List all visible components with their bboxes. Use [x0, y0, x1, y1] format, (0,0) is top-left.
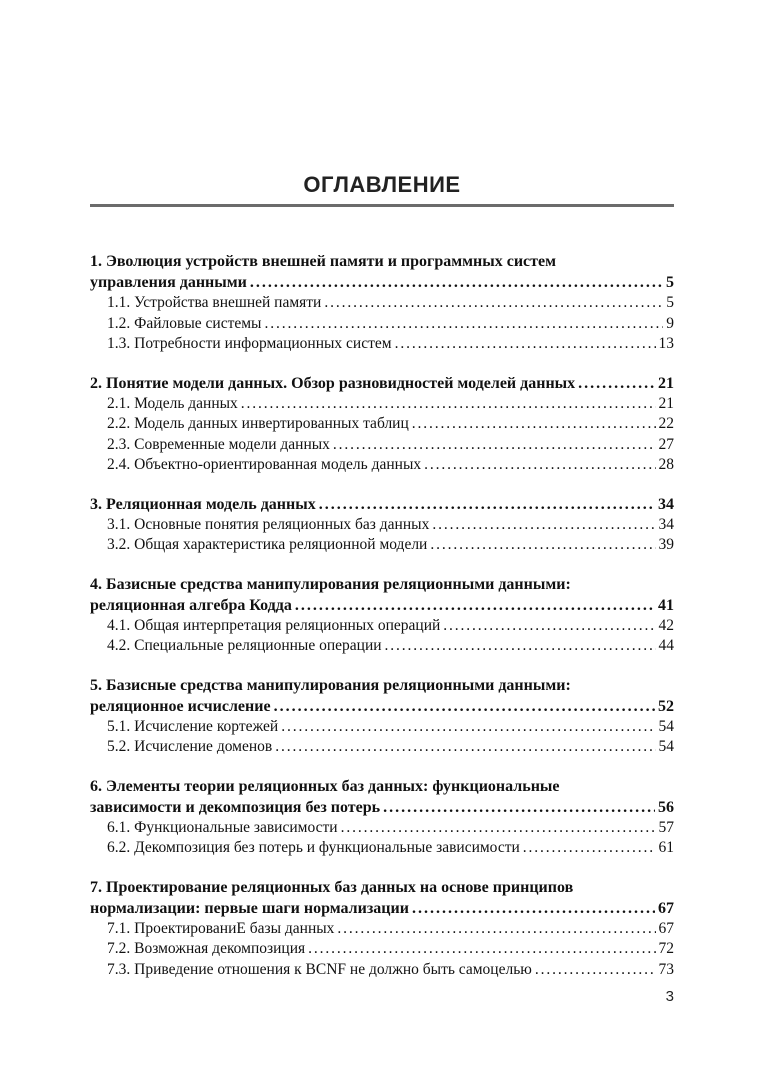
section-title-line: 5. Базисные средства манипулирования реляционными данными:	[90, 676, 571, 694]
toc-entry[interactable]	[90, 818, 674, 839]
entry-title: 6.2. Декомпозиция без потерь и функциональные зависимости	[107, 839, 520, 856]
toc-entry-chapter-7[interactable]	[90, 898, 674, 919]
dot-leader	[430, 535, 655, 556]
entry-page: 72	[658, 940, 674, 957]
toc-section-5	[90, 675, 674, 758]
toc-entry[interactable]	[90, 717, 674, 738]
toc-section-2	[90, 373, 674, 476]
entry-title: 2.1. Модель данных	[107, 394, 238, 412]
dot-leader	[281, 717, 655, 738]
toc-entry[interactable]	[90, 960, 674, 981]
entry-page: 9	[666, 314, 674, 332]
dot-leader	[432, 515, 655, 536]
dot-leader	[308, 939, 655, 960]
dot-leader	[443, 616, 655, 637]
toc-entry[interactable]	[90, 293, 674, 314]
entry-page: 28	[658, 456, 674, 473]
dot-leader	[383, 797, 655, 818]
toc-entry[interactable]	[90, 455, 674, 476]
toc-entry[interactable]	[90, 616, 674, 637]
toc-entry[interactable]	[90, 939, 674, 960]
entry-title: 2.4. Объектно-ориентированная модель данных	[107, 456, 422, 473]
section-title-line: 4. Базисные средства манипулирования реляционными данными:	[90, 575, 571, 593]
toc-entry[interactable]	[90, 535, 674, 556]
entry-title: 2. Понятие модели данных. Обзор разновидностей моделей данных	[90, 374, 576, 392]
entry-page: 41	[658, 596, 674, 614]
dot-leader	[395, 334, 656, 355]
toc-entry[interactable]	[90, 515, 674, 536]
entry-title: 3.2. Общая характеристика реляционной модели	[107, 536, 428, 553]
dot-leader	[341, 818, 656, 839]
toc-entry-chapter-2[interactable]	[90, 373, 674, 394]
dot-leader	[274, 696, 655, 717]
dot-leader	[241, 394, 656, 415]
dot-leader	[535, 960, 656, 981]
dot-leader	[578, 373, 655, 394]
entry-page: 22	[658, 415, 674, 432]
entry-title: 3.1. Основные понятия реляционных баз данных	[107, 515, 430, 533]
entry-title: 7.3. Приведение отношения к BCNF не должно быть самоцелью	[107, 960, 532, 978]
entry-page: 21	[658, 394, 674, 412]
entry-page: 39	[658, 536, 674, 553]
dot-leader	[385, 636, 656, 657]
entry-title: 3. Реляционная модель данных	[90, 495, 316, 513]
entry-title: зависимости и декомпозиция без потерь	[90, 798, 381, 816]
entry-page: 73	[658, 960, 674, 978]
dot-leader	[523, 838, 656, 859]
entry-title: 2.2. Модель данных инвертированных таблиц	[107, 415, 409, 432]
toc-entry-chapter-1[interactable]	[90, 272, 674, 293]
entry-page: 54	[658, 738, 674, 755]
section-title-line: 6. Элементы теории реляционных баз данных: функциональные	[90, 777, 560, 795]
dot-leader	[412, 898, 655, 919]
dot-leader	[250, 272, 663, 293]
entry-page: 27	[658, 435, 674, 453]
dot-leader	[295, 595, 655, 616]
toc-section-4	[90, 574, 674, 657]
toc-section-6	[90, 776, 674, 859]
entry-title: 5.1. Исчисление кортежей	[107, 717, 279, 735]
entry-page: 67	[658, 899, 674, 917]
entry-page: 5	[666, 294, 674, 311]
section-title-line: 1. Эволюция устройств внешней памяти и программных систем	[90, 253, 556, 270]
dot-leader	[333, 435, 656, 456]
entry-title: 4.2. Специальные реляционные операции	[107, 637, 382, 654]
entry-page: 52	[658, 697, 674, 715]
toc-entry[interactable]	[90, 414, 674, 435]
toc-entry-chapter-4[interactable]	[90, 595, 674, 616]
entry-title: реляционное исчисление	[90, 697, 271, 715]
table-of-contents	[90, 251, 674, 980]
toc-section-3	[90, 494, 674, 556]
entry-title: 1.2. Файловые системы	[107, 314, 262, 332]
entry-title: нормализации: первые шаги нормализации	[90, 899, 409, 917]
toc-entry[interactable]	[90, 334, 674, 355]
entry-title: 1.1. Устройства внешней памяти	[107, 294, 322, 311]
toc-entry-chapter-5[interactable]	[90, 696, 674, 717]
entry-page: 13	[658, 335, 674, 352]
dot-leader	[424, 455, 655, 476]
entry-title: 7.2. Возможная декомпозиция	[107, 940, 306, 957]
entry-title: 2.3. Современные модели данных	[107, 435, 330, 453]
dot-leader	[337, 919, 655, 940]
entry-title: реляционная алгебра Кодда	[90, 596, 292, 614]
toc-entry[interactable]	[90, 314, 674, 335]
entry-page: 56	[658, 798, 674, 816]
dot-leader	[324, 293, 663, 314]
entry-page: 44	[658, 637, 674, 654]
entry-title: 4.1. Общая интерпретация реляционных операций	[107, 616, 441, 634]
toc-section-1	[90, 251, 674, 355]
entry-page: 61	[658, 839, 674, 856]
title-underline	[90, 204, 674, 207]
toc-entry[interactable]	[90, 394, 674, 415]
dot-leader	[264, 314, 663, 335]
entry-page: 42	[658, 616, 674, 634]
dot-leader	[412, 414, 656, 435]
entry-title: 1.3. Потребности информационных систем	[107, 335, 392, 352]
entry-page: 5	[666, 274, 674, 291]
entry-page: 57	[658, 818, 674, 836]
dot-leader	[319, 494, 655, 515]
entry-title: 7.1. ПроектированиЕ базы данных	[107, 919, 335, 937]
page-title: ОГЛАВЛЕНИЕ	[303, 172, 461, 197]
entry-page: 34	[658, 495, 674, 513]
entry-title: 6.1. Функциональные зависимости	[107, 818, 338, 836]
toc-entry[interactable]	[90, 919, 674, 940]
entry-title: управления данными	[90, 274, 247, 291]
entry-page: 21	[658, 374, 674, 392]
page-number: 3	[665, 988, 674, 1005]
toc-entry-chapter-6[interactable]	[90, 797, 674, 818]
toc-entry[interactable]	[90, 737, 674, 758]
entry-page: 67	[658, 919, 674, 937]
entry-page: 54	[658, 717, 674, 735]
toc-entry[interactable]	[90, 636, 674, 657]
entry-title: 5.2. Исчисление доменов	[107, 738, 273, 755]
entry-page: 34	[658, 515, 674, 533]
toc-section-7	[90, 877, 674, 981]
toc-entry-chapter-3[interactable]	[90, 494, 674, 515]
toc-entry[interactable]	[90, 435, 674, 456]
section-title-line: 7. Проектирование реляционных баз данных на основе принципов	[90, 878, 574, 896]
toc-entry[interactable]	[90, 838, 674, 859]
dot-leader	[275, 737, 655, 758]
